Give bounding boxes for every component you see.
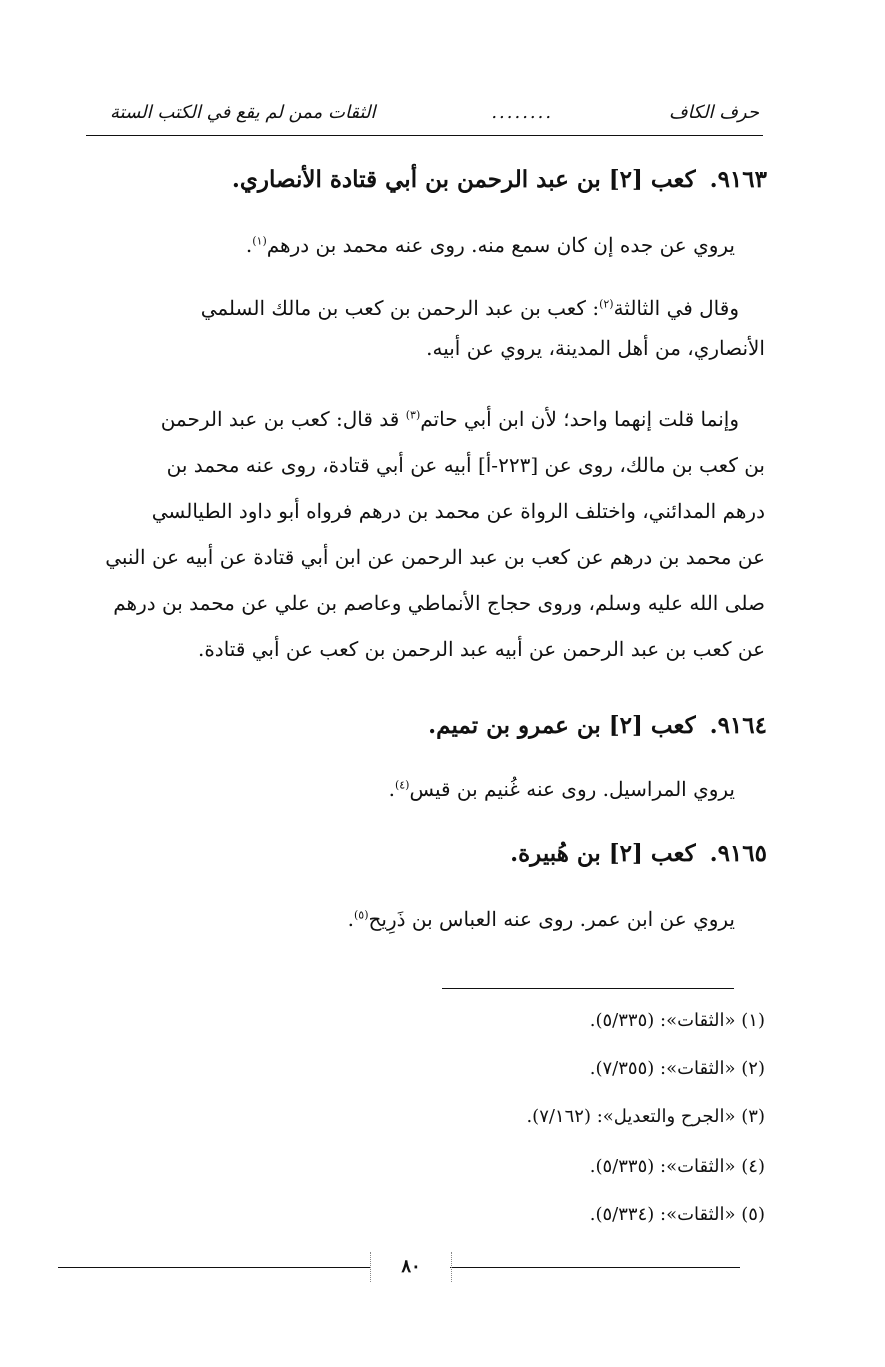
footer-rule-left [58,1267,370,1268]
footnote-rule [442,988,734,989]
footnote-ref: (٣) [405,408,421,422]
text-line: بن كعب بن مالك، روى عن [٢٢٣-أ] أبيه عن أبي قتادة، روى عنه محمد بن [166,453,765,477]
text-line [78,288,765,328]
entry-heading [232,162,767,198]
text-line: درهم المدائني، واختلف الرواة عن محمد بن درهم فرواه أبو داود الطيالسي [151,499,765,523]
entry-number: ٩١٦٥. [709,840,767,867]
entry-text-line: يروي عن ابن عمر. روى عنه العباس بن ذَرِيح [368,907,735,931]
header-chapter: حرف الكاف [668,102,759,123]
entry-title: كعب [٢] بن عبد الرحمن بن أبي قتادة الأنصاري. [231,166,696,193]
entry-title: كعب [٢] بن هُبيرة. [510,840,696,867]
text-line: صلى الله عليه وسلم، وروى حجاج الأنماطي وعاصم بن علي عن محمد بن درهم [113,591,765,615]
entry-text: يروي المراسيل. روى عنه غُنيم بن قيس$^{(٤)}$. [388,777,735,801]
text-span: قد قال: كعب بن عبد الرحمن [160,407,406,431]
running-header [110,98,759,128]
footer-rule-right [450,1267,740,1268]
page-number: ٨٠ [370,1252,452,1282]
entry-heading [428,708,767,744]
header-rule [86,135,763,136]
entry-number: ٩١٦٤. [709,712,767,739]
text-span: وقال في الثالثة [613,296,739,320]
text-line: عن كعب بن عبد الرحمن عن أبيه عبد الرحمن بن كعب عن أبي قتادة. [197,637,765,661]
footnote: (١) «الثقات»: (٥/٣٣٥). [589,1010,765,1031]
header-book-title: الثقات ممن لم يقع في الكتب الستة [110,102,376,123]
entry-text-line: يروي المراسيل. روى عنه غُنيم بن قيس [409,777,735,801]
footnote: (٣) «الجرح والتعديل»: (٧/١٦٢). [526,1106,765,1127]
footnote-ref: (٢) [599,297,614,311]
footnote: (٥) «الثقات»: (٥/٣٣٤). [589,1204,765,1225]
paragraph-reasoning [78,396,765,672]
text-line [78,396,765,442]
text-line: عن محمد بن درهم عن كعب بن عبد الرحمن عن ابن أبي قتادة عن أبيه عن النبي [105,545,765,569]
footnote-ref: (٤) [394,778,410,792]
footnote-ref: (١) [252,234,267,248]
entry-heading [510,836,767,872]
header-leader-dots: ........ [491,102,554,123]
footnote: (٢) «الثقات»: (٧/٣٥٥). [589,1058,765,1079]
entry-number: ٩١٦٣. [709,166,767,193]
paragraph-second-opinion [78,288,765,368]
entry-title: كعب [٢] بن عمرو بن تميم. [428,712,696,739]
text-span: وإنما قلت إنهما واحد؛ لأن ابن أبي حاتم [420,407,739,431]
footnote-ref: (٥) [353,908,369,922]
entry-text: يروي عن ابن عمر. روى عنه العباس بن ذَرِيح$^{(٥)}$. [347,907,735,931]
text-line: الأنصاري، من أهل المدينة، يروي عن أبيه. [426,336,765,360]
text-span: : كعب بن عبد الرحمن بن كعب بن مالك السلمي [200,296,600,320]
footnote: (٤) «الثقات»: (٥/٣٣٥). [589,1156,765,1177]
entry-text: يروي عن جده إن كان سمع منه. روى عنه محمد بن درهم$^{(١)}$. [245,233,735,257]
entry-text-line: يروي عن جده إن كان سمع منه. روى عنه محمد بن درهم [266,233,735,257]
